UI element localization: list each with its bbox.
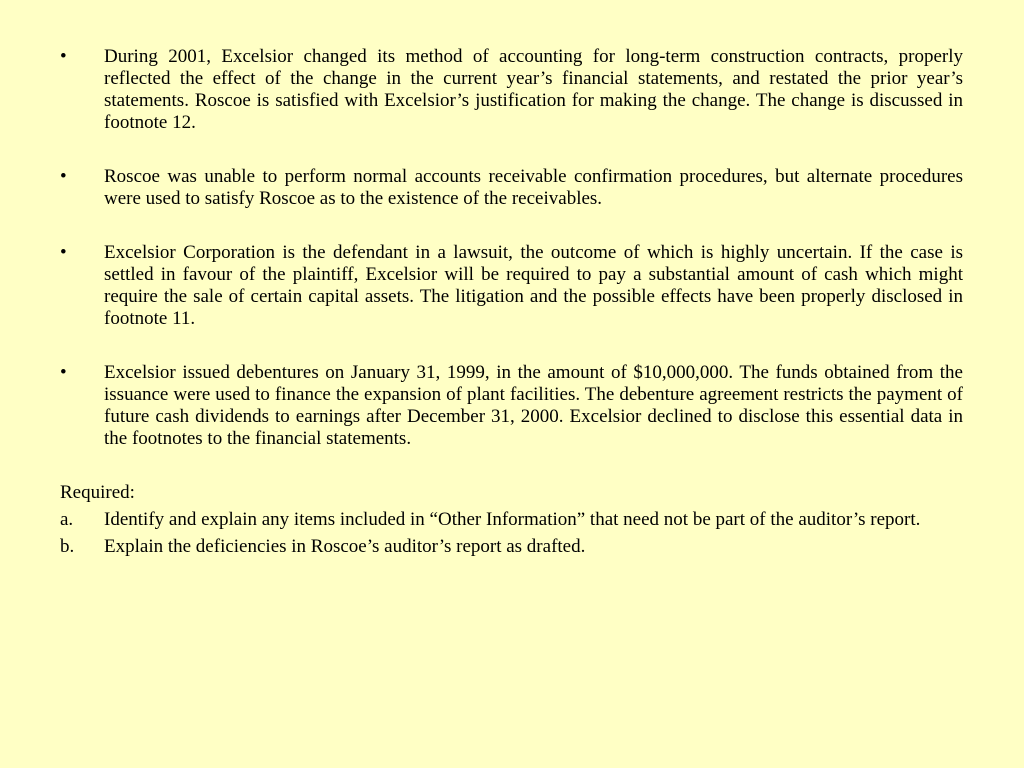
bullet-item [60, 46, 963, 134]
bullet-marker: • [60, 362, 67, 383]
required-heading: Required: [60, 482, 135, 503]
item-text: Explain the deficiencies in Roscoe’s auditor’s report as drafted. [104, 536, 586, 557]
item-text: Identify and explain any items included in “Other Information” that need not be part of the auditor’s report. [104, 509, 921, 530]
bullet-item [60, 242, 963, 330]
item-marker: a. [60, 509, 74, 530]
bullet-item [60, 166, 963, 210]
bullet-text: Roscoe was unable to perform normal accounts receivable confirmation procedures, but alternate procedures were used to satisfy Roscoe as to the existence of the receivables. [104, 166, 963, 209]
required-item-b [60, 536, 963, 558]
bullet-marker: • [60, 166, 67, 187]
bullet-text: During 2001, Excelsior changed its method of accounting for long-term construction contracts, properly reflected the effect of the change in the current year’s financial statements, and restated the prior year’s statements. Roscoe is satisfied with Excelsior’s justification for making the change. The change is discussed in footnote 12. [104, 46, 963, 133]
bullet-list [60, 46, 963, 450]
item-marker: b. [60, 536, 75, 557]
required-item-a [60, 509, 963, 531]
bullet-item [60, 362, 963, 450]
bullet-marker: • [60, 46, 67, 67]
bullet-text: Excelsior Corporation is the defendant in a lawsuit, the outcome of which is highly uncertain. If the case is settled in favour of the plaintiff, Excelsior will be required to pay a substantial amount of cash which might require the sale of certain capital assets. The litigation and the possible effects have been properly disclosed in footnote 11. [104, 242, 963, 329]
bullet-text: Excelsior issued debentures on January 31, 1999, in the amount of $10,000,000. The funds obtained from the issuance were used to finance the expansion of plant facilities. The debenture agreement restricts the payment of future cash dividends to earnings after December 31, 2000. Excelsior declined to disclose this essential data in the footnotes to the financial statements. [104, 362, 963, 449]
required-list [60, 509, 963, 558]
bullet-marker: • [60, 242, 67, 263]
